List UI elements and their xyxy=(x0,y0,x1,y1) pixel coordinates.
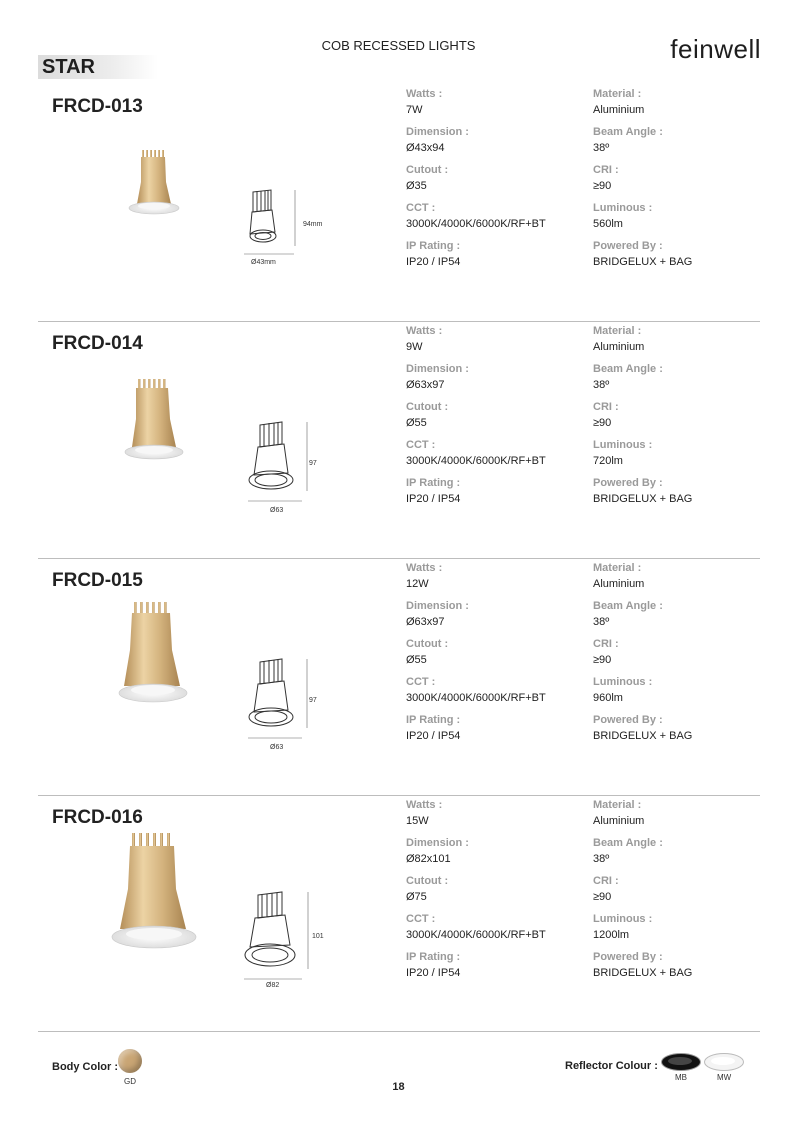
spec-label: Powered By : xyxy=(593,951,663,963)
product-model: FRCD-015 xyxy=(52,570,143,591)
product-section-frcd-013 xyxy=(0,88,797,333)
spec-value: BRIDGELUX + BAG xyxy=(593,256,693,268)
dimension-drawing xyxy=(240,188,300,258)
spec-value: 3000K/4000K/6000K/RF+BT xyxy=(406,929,546,941)
spec-value: IP20 / IP54 xyxy=(406,967,461,979)
spec-value: ≥90 xyxy=(593,654,612,666)
spec-item xyxy=(406,638,546,676)
spec-label: Material : xyxy=(593,562,642,574)
spec-item xyxy=(593,562,692,600)
product-model: FRCD-013 xyxy=(52,96,143,117)
spec-item xyxy=(593,202,692,240)
spec-item xyxy=(593,240,692,278)
height-dimension-label: 101 xyxy=(312,933,324,940)
spec-label: Watts : xyxy=(406,799,443,811)
brand-logo: feinwell xyxy=(670,34,761,64)
spec-label: CRI : xyxy=(593,164,619,176)
spec-value: BRIDGELUX + BAG xyxy=(593,730,693,742)
spec-label: Dimension : xyxy=(406,600,469,612)
series-name: STAR xyxy=(42,56,95,78)
spec-value: IP20 / IP54 xyxy=(406,730,461,742)
spec-value: Ø35 xyxy=(406,180,427,192)
spec-label: Material : xyxy=(593,799,642,811)
spec-value: 9W xyxy=(406,341,423,353)
spec-label: Luminous : xyxy=(593,913,653,925)
spec-value: Ø75 xyxy=(406,891,427,903)
spec-item xyxy=(406,913,546,951)
spec-column-left xyxy=(406,325,546,515)
height-dimension-label: 97 xyxy=(309,697,317,704)
spec-label: Luminous : xyxy=(593,202,653,214)
spec-value: Ø43x94 xyxy=(406,142,445,154)
spec-label: Cutout : xyxy=(406,638,449,650)
section-divider xyxy=(38,795,760,796)
spec-label: Powered By : xyxy=(593,240,663,252)
spec-value: 38º xyxy=(593,142,610,154)
product-photo xyxy=(116,600,194,708)
product-photo xyxy=(122,377,188,463)
spec-value: 38º xyxy=(593,616,610,628)
body-color-swatch xyxy=(118,1049,142,1073)
spec-value: IP20 / IP54 xyxy=(406,256,461,268)
spec-item xyxy=(406,477,546,515)
spec-label: Beam Angle : xyxy=(593,363,663,375)
spec-label: Powered By : xyxy=(593,477,663,489)
spec-column-left xyxy=(406,88,546,278)
section-divider xyxy=(38,1031,760,1032)
spec-value: 560lm xyxy=(593,218,623,230)
spec-label: Material : xyxy=(593,325,642,337)
width-dimension-label: Ø82 xyxy=(266,982,280,989)
body-color-label: Body Color : xyxy=(52,1061,118,1073)
catalog-category-title: COB RECESSED LIGHTS xyxy=(321,38,476,53)
spec-item xyxy=(593,837,692,875)
spec-item xyxy=(406,714,546,752)
spec-item xyxy=(593,325,692,363)
spec-value: 7W xyxy=(406,104,423,116)
spec-label: Dimension : xyxy=(406,126,469,138)
spec-item xyxy=(593,600,692,638)
spec-value: 720lm xyxy=(593,455,623,467)
spec-label: IP Rating : xyxy=(406,714,461,726)
height-dimension-label: 97 xyxy=(309,460,317,467)
width-dimension-label: Ø43mm xyxy=(251,259,276,266)
spec-value: BRIDGELUX + BAG xyxy=(593,967,693,979)
spec-item xyxy=(593,164,692,202)
reflector-swatch-mb xyxy=(661,1053,701,1071)
spec-value: Aluminium xyxy=(593,104,645,116)
body-color-code: GD xyxy=(124,1077,136,1086)
spec-value: ≥90 xyxy=(593,417,612,429)
product-section-frcd-015 xyxy=(0,562,797,807)
spec-item xyxy=(406,202,546,240)
section-divider xyxy=(38,321,760,322)
spec-label: Dimension : xyxy=(406,837,469,849)
product-photo xyxy=(110,831,202,955)
spec-label: Luminous : xyxy=(593,676,653,688)
spec-item xyxy=(406,439,546,477)
page-number: 18 xyxy=(392,1081,405,1093)
spec-value: 960lm xyxy=(593,692,623,704)
spec-item xyxy=(406,164,546,202)
spec-item xyxy=(593,88,692,126)
dimension-drawing xyxy=(240,889,320,987)
spec-column-right xyxy=(593,562,692,752)
product-photo xyxy=(125,148,185,218)
height-dimension-label: 94mm xyxy=(303,221,323,228)
width-dimension-label: Ø63 xyxy=(270,507,284,514)
spec-column-left xyxy=(406,562,546,752)
spec-value: 15W xyxy=(406,815,429,827)
reflector-code: MW xyxy=(717,1073,732,1082)
spec-label: Cutout : xyxy=(406,875,449,887)
product-section-frcd-016 xyxy=(0,799,797,1044)
spec-item xyxy=(593,799,692,837)
spec-item xyxy=(406,88,546,126)
spec-item xyxy=(406,600,546,638)
spec-value: 3000K/4000K/6000K/RF+BT xyxy=(406,692,546,704)
spec-value: 1200lm xyxy=(593,929,630,941)
spec-label: CRI : xyxy=(593,638,619,650)
spec-item xyxy=(593,126,692,164)
spec-value: 12W xyxy=(406,578,429,590)
spec-label: CRI : xyxy=(593,875,619,887)
spec-column-right xyxy=(593,88,692,278)
spec-item xyxy=(406,799,546,837)
reflector-code: MB xyxy=(675,1073,687,1082)
spec-item xyxy=(406,240,546,278)
spec-value: ≥90 xyxy=(593,180,612,192)
spec-value: Ø55 xyxy=(406,654,427,666)
section-divider xyxy=(38,558,760,559)
spec-value: 38º xyxy=(593,379,610,391)
spec-item xyxy=(406,676,546,714)
spec-value: Ø82x101 xyxy=(406,853,451,865)
spec-value: 3000K/4000K/6000K/RF+BT xyxy=(406,218,546,230)
spec-label: Cutout : xyxy=(406,401,449,413)
spec-label: CCT : xyxy=(406,202,436,214)
spec-label: Material : xyxy=(593,88,642,100)
spec-label: Powered By : xyxy=(593,714,663,726)
spec-item xyxy=(406,126,546,164)
spec-label: CCT : xyxy=(406,439,436,451)
spec-item xyxy=(593,913,692,951)
reflector-swatch-mw xyxy=(704,1053,744,1071)
product-model: FRCD-014 xyxy=(52,333,143,354)
spec-item xyxy=(406,875,546,913)
spec-item xyxy=(406,951,546,989)
spec-item xyxy=(593,875,692,913)
spec-value: Ø55 xyxy=(406,417,427,429)
spec-value: IP20 / IP54 xyxy=(406,493,461,505)
spec-item xyxy=(593,951,692,989)
spec-label: Dimension : xyxy=(406,363,469,375)
spec-item xyxy=(593,401,692,439)
spec-value: 3000K/4000K/6000K/RF+BT xyxy=(406,455,546,467)
product-section-frcd-014 xyxy=(0,325,797,570)
spec-label: CRI : xyxy=(593,401,619,413)
spec-label: Watts : xyxy=(406,88,443,100)
spec-value: BRIDGELUX + BAG xyxy=(593,493,693,505)
spec-item xyxy=(406,325,546,363)
spec-label: Beam Angle : xyxy=(593,600,663,612)
width-dimension-label: Ø63 xyxy=(270,744,284,751)
spec-item xyxy=(593,439,692,477)
spec-label: CCT : xyxy=(406,913,436,925)
spec-value: Aluminium xyxy=(593,341,645,353)
spec-item xyxy=(593,477,692,515)
spec-value: Aluminium xyxy=(593,578,645,590)
reflector-colour-label: Reflector Colour : xyxy=(565,1060,658,1072)
spec-label: Watts : xyxy=(406,325,443,337)
spec-column-left xyxy=(406,799,546,989)
spec-label: Beam Angle : xyxy=(593,837,663,849)
product-model: FRCD-016 xyxy=(52,807,143,828)
spec-column-right xyxy=(593,799,692,989)
spec-label: Luminous : xyxy=(593,439,653,451)
spec-item xyxy=(593,363,692,401)
spec-value: ≥90 xyxy=(593,891,612,903)
spec-item xyxy=(406,401,546,439)
spec-value: Ø63x97 xyxy=(406,616,445,628)
series-banner xyxy=(38,55,158,79)
spec-label: IP Rating : xyxy=(406,240,461,252)
spec-label: Watts : xyxy=(406,562,443,574)
spec-column-right xyxy=(593,325,692,515)
spec-item xyxy=(593,676,692,714)
spec-item xyxy=(593,638,692,676)
spec-item xyxy=(406,363,546,401)
spec-label: IP Rating : xyxy=(406,951,461,963)
spec-label: CCT : xyxy=(406,676,436,688)
spec-value: Ø63x97 xyxy=(406,379,445,391)
spec-label: Beam Angle : xyxy=(593,126,663,138)
spec-label: IP Rating : xyxy=(406,477,461,489)
spec-value: Aluminium xyxy=(593,815,645,827)
spec-item xyxy=(593,714,692,752)
spec-item xyxy=(406,837,546,875)
spec-label: Cutout : xyxy=(406,164,449,176)
spec-value: 38º xyxy=(593,853,610,865)
spec-item xyxy=(406,562,546,600)
